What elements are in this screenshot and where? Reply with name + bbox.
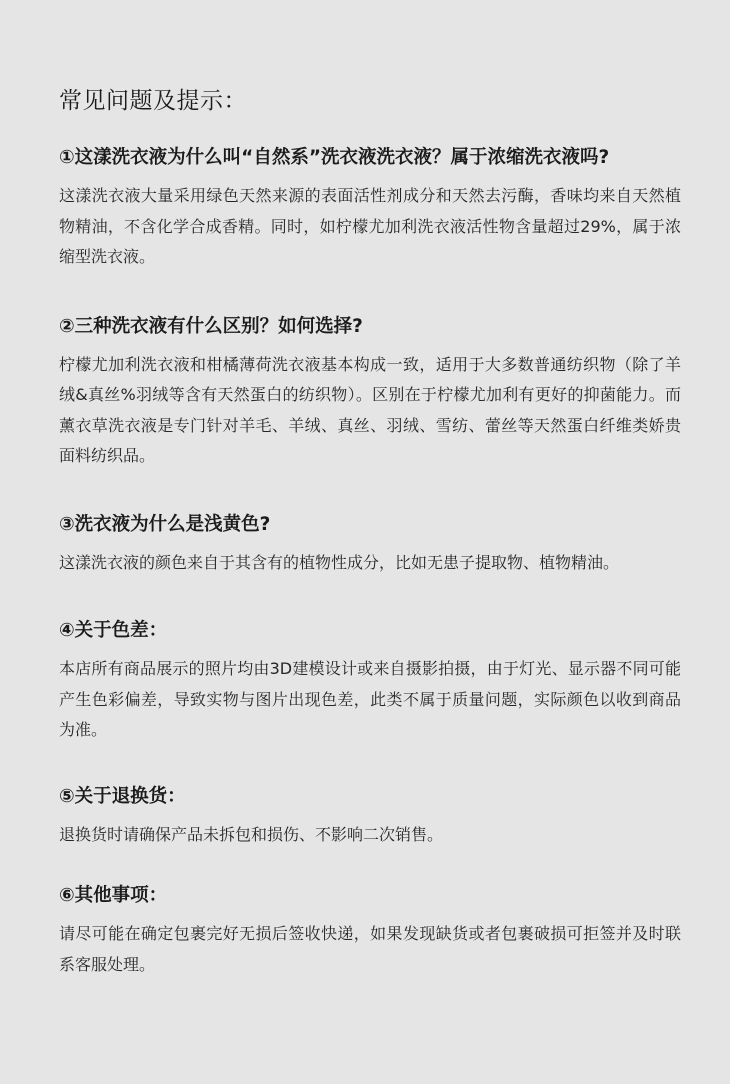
faq-answer: 退换货时请确保产品未拆包和损伤、不影响二次销售。 [59,824,444,844]
faq-question: ④关于色差： [59,620,168,641]
faq-item-1 [59,144,681,273]
faq-answer: 请尽可能在确定包裹完好无损后签收快递，如果发现缺货或者包裹破损可拒签并及时联系客服处理。 [59,924,681,974]
faq-question: ②三种洗衣液有什么区别？如何选择? [59,315,363,337]
faq-document [59,84,681,980]
faq-answer: 这漾洗衣液大量采用绿色天然来源的表面活性剂成分和天然去污酶，香味均来自天然植物精油，不含化学合成香精。同时，如柠檬尤加利洗衣液活性物含量超过29%，属于浓缩型洗衣液。 [59,186,681,266]
faq-item-3 [59,511,681,579]
faq-question: ⑤关于退换货： [59,785,186,807]
faq-item-5 [59,783,681,851]
faq-answer: 本店所有商品展示的照片均由3D建模设计或来自摄影拍摄，由于灯光、显示器不同可能产生色彩偏差，导致实物与图片出现色差，此类不属于质量问题，实际颜色以收到商品为准。 [59,659,681,739]
faq-answer: 柠檬尤加利洗衣液和柑橘薄荷洗衣液基本构成一致，适用于大多数普通纺织物（除了羊绒&真丝%羽绒等含有天然蛋白的纺织物）。区别在于柠檬尤加利有更好的抑菌能力。而薰衣草洗衣液是专门针对羊毛、羊绒、真丝、羽绒、雪纺、蕾丝等天然蛋白纤维类娇贵面料纺织品。 [59,354,681,465]
page-title: 常见问题及提示： [59,88,247,114]
faq-question: ⑥其他事项： [59,885,168,906]
faq-item-4 [59,617,681,746]
faq-question: ①这漾洗衣液为什么叫“自然系”洗衣液洗衣液？属于浓缩洗衣液吗? [59,147,610,168]
faq-item-2 [59,313,681,472]
faq-answer: 这漾洗衣液的颜色来自于其含有的植物性成分，比如无患子提取物、植物精油。 [59,552,620,572]
faq-question: ③洗衣液为什么是浅黄色? [59,513,271,535]
faq-item-6 [59,882,681,980]
